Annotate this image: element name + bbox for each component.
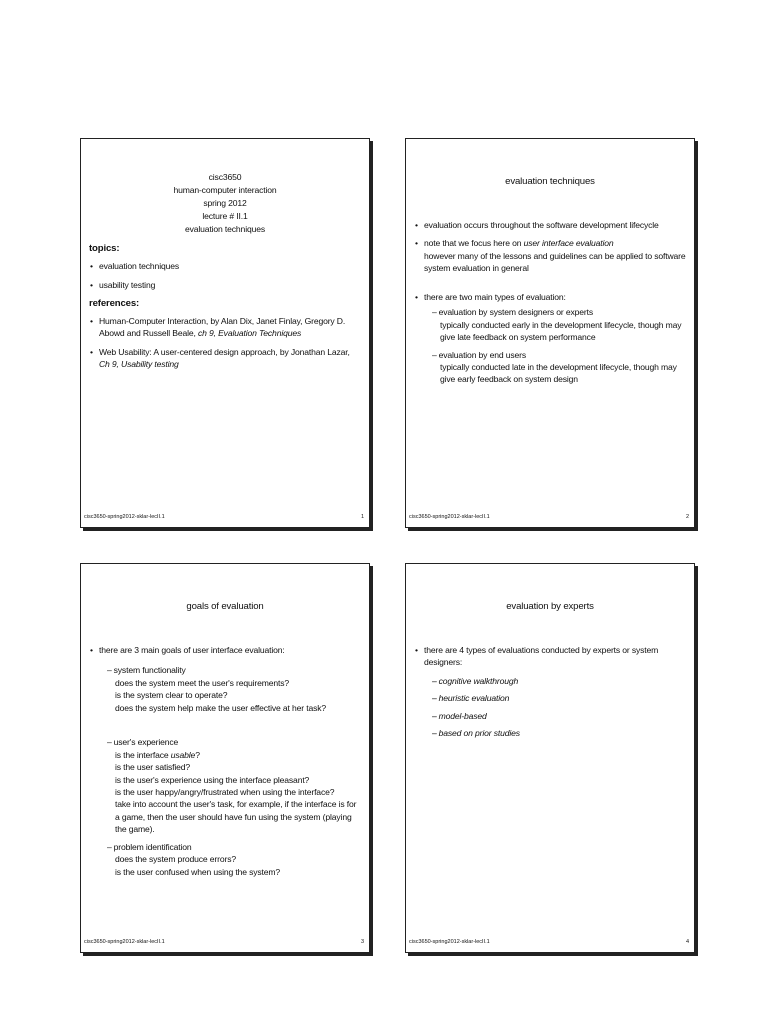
sub-line: is the user satisfied?	[115, 762, 191, 773]
footer-label: cisc3650-spring2012-sklar-lecII.1	[409, 939, 490, 945]
bullet-list	[89, 644, 361, 878]
evaluation-type: model-based	[438, 710, 487, 721]
list-item	[89, 644, 361, 878]
references-label: references:	[89, 298, 140, 310]
sub-list	[424, 306, 686, 386]
sub-line: is the user happy/angry/frustrated when using the interface?	[115, 786, 335, 797]
page-number: 4	[685, 939, 689, 945]
bullet-text: there are 3 main goals of user interface evaluation:	[99, 644, 285, 655]
sub-line: does the system help make the user effective at her task?	[115, 702, 327, 713]
slide-heading: evaluation techniques	[505, 176, 595, 187]
sub-line-emphasis: usable	[170, 749, 196, 760]
slide-footer	[84, 939, 364, 945]
sub-item: – user's experience is the interface usable? is the user satisfied? is the user's experience using the interface pleasant? is the user happy/angry/frustrated when using the interface? take into account the user's task, for example, if the interface is for a game, then the user should have fun using the system (playing the game).	[107, 736, 361, 836]
sub-list	[99, 664, 361, 878]
slide-4	[405, 563, 695, 953]
sub-item: – model-based	[432, 710, 487, 721]
sub-item: – based on prior studies	[432, 728, 520, 739]
sub-heading: evaluation by system designers or experts	[438, 307, 593, 318]
sub-line: take into account the user's task, for example, if the interface is for a game, then the user should have fun using the system (playing the game).	[115, 799, 357, 835]
list-item	[89, 315, 361, 340]
sub-line: does the system meet the user's requirements?	[115, 677, 290, 688]
sub-body: typically conducted late in the development lifecycle, though may give early feedback on system design	[440, 361, 677, 385]
sub-list	[424, 675, 686, 740]
sub-line: is the user's experience using the interface pleasant?	[115, 774, 310, 785]
sub-body: typically conducted early in the development lifecycle, though may give late feedback on system performance	[440, 319, 682, 343]
bullet-continuation: however many of the lessons and guidelines can be applied to software system evaluation in general	[424, 250, 686, 274]
sub-heading: system functionality	[113, 665, 186, 676]
reference-chapter: ch 9, Evaluation Techniques	[197, 328, 302, 339]
slide-footer	[84, 514, 364, 520]
topics-list	[89, 260, 361, 291]
sub-item: – evaluation by end users typically conducted late in the development lifecycle, though may give early feedback on system design	[432, 349, 686, 386]
semester: spring 2012	[203, 198, 247, 209]
footer-label: cisc3650-spring2012-sklar-lecII.1	[84, 514, 165, 520]
evaluation-type: based on prior studies	[438, 728, 520, 739]
sub-item: – cognitive walkthrough	[432, 675, 519, 686]
footer-label: cisc3650-spring2012-sklar-lecII.1	[409, 514, 490, 520]
sub-line: does the system produce errors?	[115, 854, 236, 865]
topics-label: topics:	[89, 243, 120, 255]
page-number: 2	[685, 514, 689, 520]
list-item: • evaluation occurs throughout the software development lifecycle	[414, 219, 686, 231]
course-code: cisc3650	[208, 172, 242, 182]
list-item	[414, 644, 686, 740]
lecture-title: evaluation techniques	[185, 224, 265, 235]
list-item: • usability testing	[89, 279, 361, 291]
bullet-text: note that we focus here on	[424, 238, 522, 249]
slide-footer	[409, 514, 689, 520]
lecture-number: lecture # II.1	[202, 211, 248, 222]
bullet-emphasis: user interface evaluation	[523, 238, 614, 249]
list-item	[414, 291, 686, 386]
reference-chapter: Ch 9, Usability testing	[99, 359, 179, 370]
references-list	[89, 315, 361, 371]
reference-text: Human-Computer Interaction, by Alan Dix, Janet Finlay, Gregory D. Abowd and Russell Beale,	[99, 316, 346, 339]
course-name: human-computer interaction	[173, 185, 277, 196]
bullet-list	[414, 644, 686, 740]
sub-item: – problem identification does the system produce errors? is the user confused when using the system?	[107, 841, 361, 878]
sub-item: – evaluation by system designers or experts typically conducted early in the development lifecycle, though may give late feedback on system performance	[432, 306, 686, 343]
slide-heading: evaluation by experts	[506, 601, 594, 612]
slide-2	[405, 138, 695, 528]
bullet-list	[414, 219, 686, 386]
sub-item: – system functionality does the system meet the user's requirements? is the system clear to operate? does the system help make the user effective at her task?	[107, 664, 361, 714]
page-number: 1	[360, 514, 364, 520]
footer-label: cisc3650-spring2012-sklar-lecII.1	[84, 939, 165, 945]
slide-footer	[409, 939, 689, 945]
sub-line-punct: ?	[195, 749, 200, 760]
list-item	[89, 346, 361, 371]
slide-3	[80, 563, 370, 953]
evaluation-type: heuristic evaluation	[438, 693, 510, 704]
sub-item: – heuristic evaluation	[432, 693, 510, 704]
sub-line	[107, 749, 361, 761]
page-number: 3	[360, 939, 364, 945]
bullet-text: there are two main types of evaluation:	[424, 291, 566, 302]
sub-heading: user's experience	[113, 737, 179, 748]
list-item: • evaluation techniques	[89, 260, 361, 272]
slide-heading: goals of evaluation	[186, 601, 264, 612]
list-item	[414, 237, 686, 274]
sub-heading: evaluation by end users	[438, 349, 526, 360]
slide-1	[80, 138, 370, 528]
evaluation-type: cognitive walkthrough	[438, 675, 519, 686]
sub-line: is the system clear to operate?	[115, 690, 228, 701]
bullet-text: there are 4 types of evaluations conducted by experts or system designers:	[424, 644, 659, 668]
sub-line: is the user confused when using the system?	[115, 866, 281, 877]
reference-text: Web Usability: A user-centered design approach, by Jonathan Lazar,	[99, 346, 350, 357]
sub-heading: problem identification	[113, 841, 192, 852]
sub-line-text: is the interface	[115, 749, 169, 760]
title-block	[89, 171, 361, 236]
